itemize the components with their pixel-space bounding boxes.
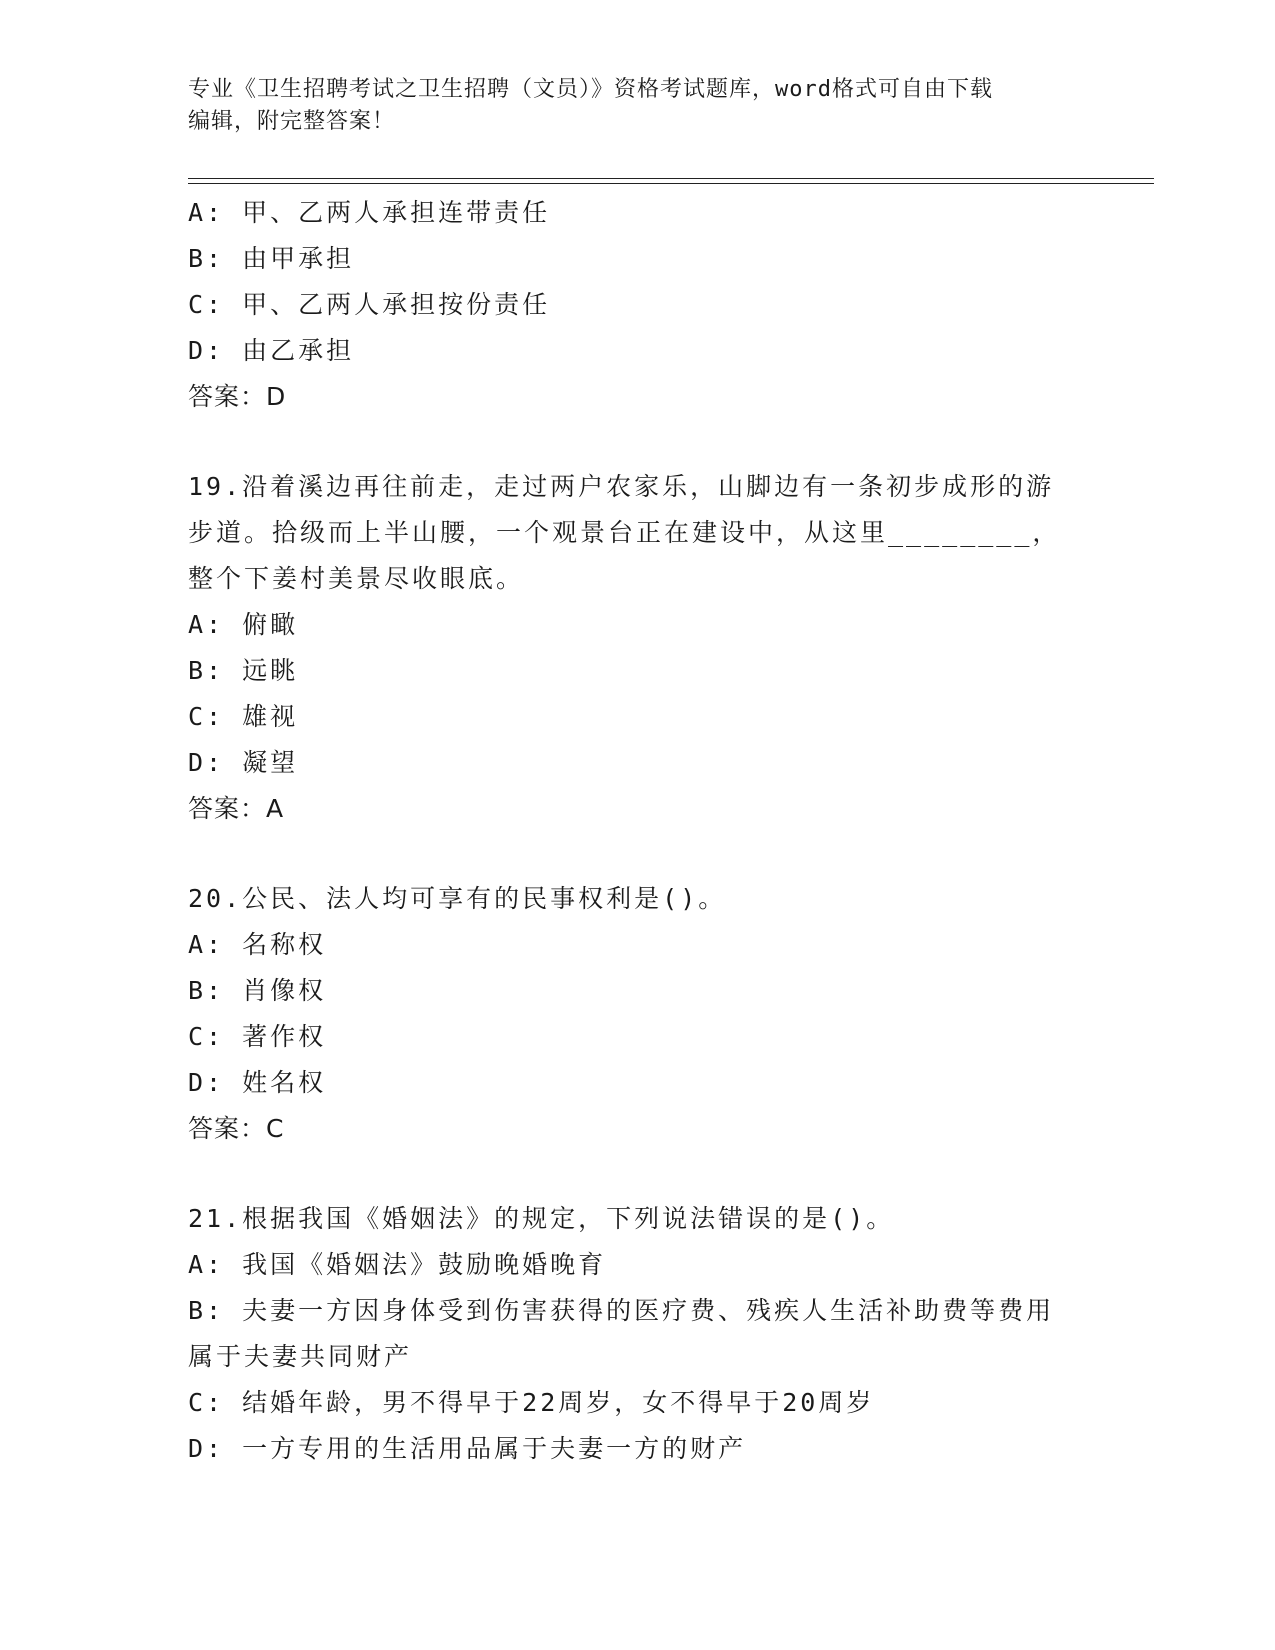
spacer xyxy=(188,1152,1088,1196)
option-d: D: 由乙承担 xyxy=(188,336,355,365)
question-text-line: 整个下姜村美景尽收眼底。 xyxy=(188,564,525,593)
question-20-block xyxy=(188,876,1088,1152)
header-line-2: 编辑，附完整答案！ xyxy=(188,109,396,134)
option-b-continued: 属于夫妻共同财产 xyxy=(188,1342,413,1371)
option-c: C: 著作权 xyxy=(188,1022,327,1051)
header-line-1: 专业《卫生招聘考试之卫生招聘（文员）》资格考试题库，word格式可自由下载 xyxy=(188,77,993,102)
answer: 答案：A xyxy=(188,794,285,823)
option-a: A: 俯瞰 xyxy=(188,610,299,639)
option-a: A: 名称权 xyxy=(188,930,327,959)
header-text xyxy=(188,74,1088,138)
question-list xyxy=(188,190,1088,1472)
option-b: B: 远眺 xyxy=(188,656,299,685)
option-d: D: 一方专用的生活用品属于夫妻一方的财产 xyxy=(188,1434,747,1463)
answer: 答案：C xyxy=(188,1114,285,1143)
spacer xyxy=(188,420,1088,464)
option-c: C: 雄视 xyxy=(188,702,299,731)
question-text-line: 19.沿着溪边再往前走，走过两户农家乐，山脚边有一条初步成形的游 xyxy=(188,472,1055,501)
option-d: D: 姓名权 xyxy=(188,1068,327,1097)
header-divider-top xyxy=(188,178,1154,179)
answer: 答案：D xyxy=(188,382,287,411)
option-b: B: 肖像权 xyxy=(188,976,327,1005)
question-21-block xyxy=(188,1196,1088,1472)
option-a: A: 甲、乙两人承担连带责任 xyxy=(188,198,551,227)
question-text-line: 步道。拾级而上半山腰，一个观景台正在建设中，从这里________， xyxy=(188,518,1061,547)
spacer xyxy=(188,832,1088,876)
question-text-line: 20.公民、法人均可享有的民事权利是()。 xyxy=(188,884,727,913)
option-c: C: 结婚年龄，男不得早于22周岁，女不得早于20周岁 xyxy=(188,1388,875,1417)
option-d: D: 凝望 xyxy=(188,748,299,777)
option-a: A: 我国《婚姻法》鼓励晚婚晚育 xyxy=(188,1250,607,1279)
question-text-line: 21.根据我国《婚姻法》的规定，下列说法错误的是()。 xyxy=(188,1204,895,1233)
question-19-block xyxy=(188,464,1088,832)
question-18-block xyxy=(188,190,1088,420)
option-c: C: 甲、乙两人承担按份责任 xyxy=(188,290,551,319)
option-b: B: 由甲承担 xyxy=(188,244,355,273)
option-b: B: 夫妻一方因身体受到伤害获得的医疗费、残疾人生活补助费等费用 xyxy=(188,1296,1055,1325)
header-divider-bottom xyxy=(188,183,1154,184)
